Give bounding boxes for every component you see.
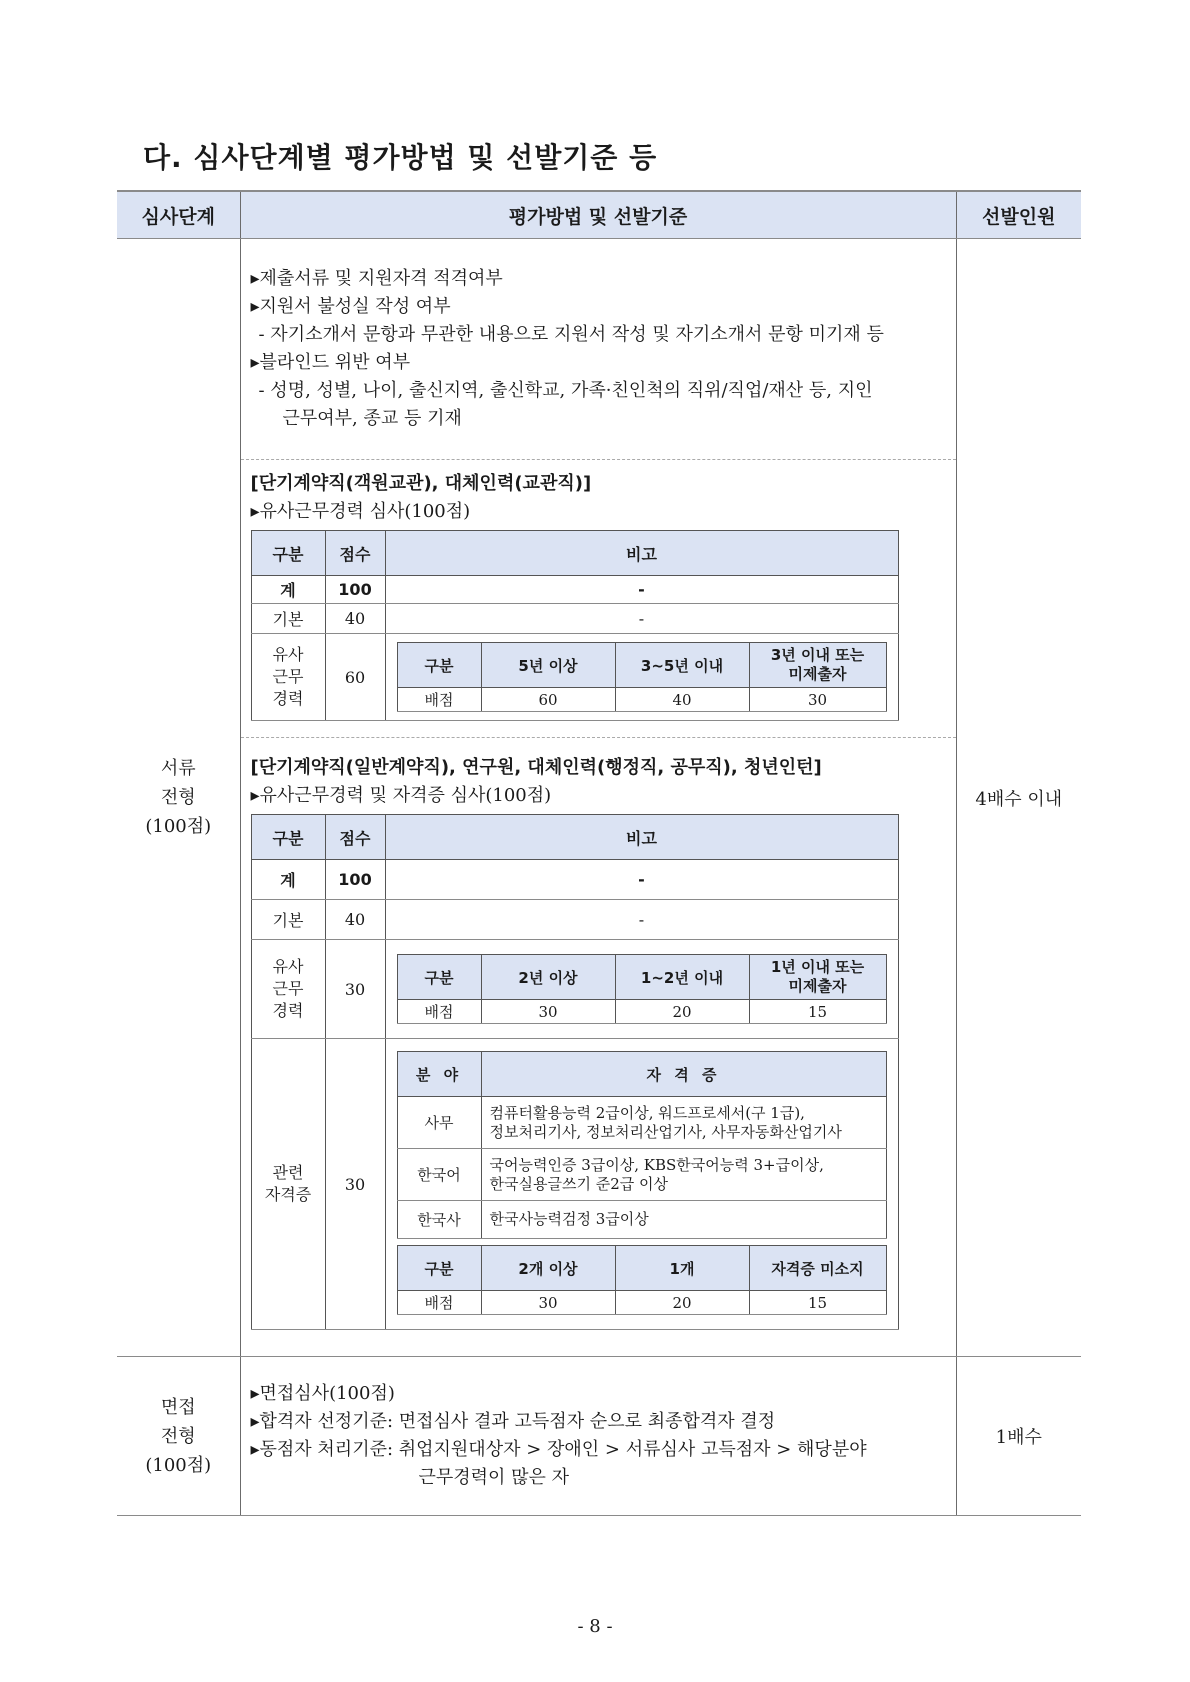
col-header: 구분 xyxy=(397,1246,481,1291)
col-header-line: 미제출자 xyxy=(788,977,847,995)
stage-label: (100점) xyxy=(145,816,212,837)
criteria-line: ▸면접심사(100점) xyxy=(250,1383,395,1404)
section-subheading: ▸유사근무경력 및 자격증 심사(100점) xyxy=(250,785,552,806)
criteria-line: ▸지원서 불성실 작성 여부 xyxy=(250,296,451,317)
score-cell: 40 xyxy=(615,688,749,712)
evaluation-table xyxy=(117,190,1081,1516)
base-score: 40 xyxy=(325,900,385,940)
col-header-line: 3년 이내 또는 xyxy=(770,646,865,664)
count-document: 4배수 이내 xyxy=(956,239,1081,1357)
cert-field: 한국어 xyxy=(397,1149,481,1201)
exp-detail xyxy=(385,634,898,721)
col-header: 비고 xyxy=(385,815,898,860)
exp-label-line: 근무 xyxy=(272,979,304,998)
section-subheading: ▸유사근무경력 심사(100점) xyxy=(250,501,471,522)
header-count: 선발인원 xyxy=(956,191,1081,239)
score-table xyxy=(251,530,899,721)
exp-label xyxy=(251,634,325,721)
col-header: 비고 xyxy=(385,531,898,576)
cert-line: 국어능력인증 3급이상, KBS한국어능력 3+급이상, xyxy=(489,1155,824,1174)
header-criteria: 평가방법 및 선발기준 xyxy=(240,191,956,239)
col-header-line: 미제출자 xyxy=(788,665,847,683)
col-header: 구분 xyxy=(397,955,481,1000)
cert-line: 한국사능력검정 3급이상 xyxy=(489,1210,649,1228)
section-instructor xyxy=(241,460,956,738)
col-header: 2년 이상 xyxy=(481,955,615,1000)
score-cell: 30 xyxy=(481,1000,615,1024)
stage-label: 전형 xyxy=(160,787,196,808)
score-cell: 60 xyxy=(481,688,615,712)
score-cell: 15 xyxy=(749,1291,886,1315)
col-header: 1개 xyxy=(615,1246,749,1291)
exp-score: 60 xyxy=(325,634,385,721)
criteria-line: ▸블라인드 위반 여부 xyxy=(250,352,411,373)
row-label: 배점 xyxy=(397,688,481,712)
base-label: 기본 xyxy=(251,900,325,940)
cert-line: 한국실용글쓰기 준2급 이상 xyxy=(489,1174,668,1193)
cert-line: 컴퓨터활용능력 2급이상, 워드프로세서(구 1급), xyxy=(489,1103,805,1122)
stage-interview xyxy=(117,1357,240,1516)
total-score: 100 xyxy=(325,860,385,900)
col-header: 점수 xyxy=(325,531,385,576)
score-cell: 30 xyxy=(481,1291,615,1315)
header-stage: 심사단계 xyxy=(117,191,240,239)
interview-criteria xyxy=(240,1357,956,1516)
col-header: 점수 xyxy=(325,815,385,860)
col-header: 자 격 증 xyxy=(481,1052,886,1097)
cert-line: 정보처리기사, 정보처리산업기사, 사무자동화산업기사 xyxy=(489,1122,842,1141)
criteria-line: 근무경력이 많은 자 xyxy=(418,1467,570,1488)
col-header-line: 1년 이내 또는 xyxy=(770,958,865,976)
criteria-line: ▸제출서류 및 지원자격 적격여부 xyxy=(250,268,503,289)
exp-label-line: 근무 xyxy=(272,667,304,686)
exp-label-line: 유사 xyxy=(272,645,304,664)
criteria-line: - 자기소개서 문항과 무관한 내용으로 지원서 작성 및 자기소개서 문항 미기재 등 xyxy=(258,324,884,345)
exp-label-line: 경력 xyxy=(272,689,304,708)
row-label: 배점 xyxy=(397,1291,481,1315)
total-score: 100 xyxy=(325,576,385,604)
row-label: 배점 xyxy=(397,1000,481,1024)
exp-label xyxy=(251,940,325,1039)
base-note: - xyxy=(385,604,898,634)
criteria-line: ▸동점자 처리기준: 취업지원대상자 > 장애인 > 서류심사 고득점자 > 해당분야 xyxy=(250,1439,867,1460)
experience-score-table xyxy=(397,642,887,712)
stage-label: (100점) xyxy=(145,1454,212,1476)
stage-label: 면접 xyxy=(160,1396,196,1418)
total-label: 계 xyxy=(251,860,325,900)
criteria-line: ▸합격자 선정기준: 면접심사 결과 고득점자 순으로 최종합격자 결정 xyxy=(250,1411,776,1432)
criteria-line: 근무여부, 종교 등 기재 xyxy=(282,408,462,429)
exp-label-line: 경력 xyxy=(272,1001,304,1020)
document-intro xyxy=(241,239,956,460)
col-header: 2개 이상 xyxy=(481,1246,615,1291)
base-score: 40 xyxy=(325,604,385,634)
cert-list xyxy=(481,1201,886,1239)
certificate-score-table xyxy=(397,1245,887,1315)
section-heading: [단기계약직(객원교관), 대체인력(교관직)] xyxy=(250,473,592,494)
score-cell: 15 xyxy=(749,1000,886,1024)
col-header: 1~2년 이내 xyxy=(615,955,749,1000)
criteria-line: - 성명, 성별, 나이, 출신지역, 출신학교, 가족·친인척의 직위/직업/재산 등, 지인 xyxy=(258,380,873,401)
page-number: - 8 - xyxy=(577,1616,613,1637)
col-header: 분 야 xyxy=(397,1052,481,1097)
cert-list xyxy=(481,1097,886,1149)
section-heading: [단기계약직(일반계약직), 연구원, 대체인력(행정직, 공무직), 청년인턴] xyxy=(250,757,822,778)
cert-field: 사무 xyxy=(397,1097,481,1149)
score-table xyxy=(251,814,899,1330)
stage-label: 전형 xyxy=(160,1425,196,1447)
score-cell: 30 xyxy=(749,688,886,712)
total-note: - xyxy=(385,576,898,604)
base-label: 기본 xyxy=(251,604,325,634)
col-header: 자격증 미소지 xyxy=(749,1246,886,1291)
count-interview: 1배수 xyxy=(956,1357,1081,1516)
cert-label xyxy=(251,1039,325,1330)
col-header: 3~5년 이내 xyxy=(615,643,749,688)
col-header: 구분 xyxy=(397,643,481,688)
score-cell: 20 xyxy=(615,1000,749,1024)
exp-score: 30 xyxy=(325,940,385,1039)
cert-detail xyxy=(385,1039,898,1330)
cert-score: 30 xyxy=(325,1039,385,1330)
cert-field: 한국사 xyxy=(397,1201,481,1239)
cert-label-line: 관련 xyxy=(272,1163,304,1182)
exp-label-line: 유사 xyxy=(272,957,304,976)
certificate-table xyxy=(397,1051,887,1239)
base-note: - xyxy=(385,900,898,940)
exp-detail xyxy=(385,940,898,1039)
section-title: 다. 심사단계별 평가방법 및 선발기준 등 xyxy=(143,141,658,174)
col-header: 5년 이상 xyxy=(481,643,615,688)
col-header: 구분 xyxy=(251,815,325,860)
document-criteria xyxy=(240,239,956,1357)
experience-score-table xyxy=(397,954,887,1024)
cert-list xyxy=(481,1149,886,1201)
total-note: - xyxy=(385,860,898,900)
stage-label: 서류 xyxy=(160,758,196,779)
score-cell: 20 xyxy=(615,1291,749,1315)
section-general xyxy=(241,738,956,1356)
col-header xyxy=(749,643,886,688)
stage-document xyxy=(117,239,240,1357)
col-header: 구분 xyxy=(251,531,325,576)
col-header xyxy=(749,955,886,1000)
cert-label-line: 자격증 xyxy=(264,1185,312,1204)
total-label: 계 xyxy=(251,576,325,604)
